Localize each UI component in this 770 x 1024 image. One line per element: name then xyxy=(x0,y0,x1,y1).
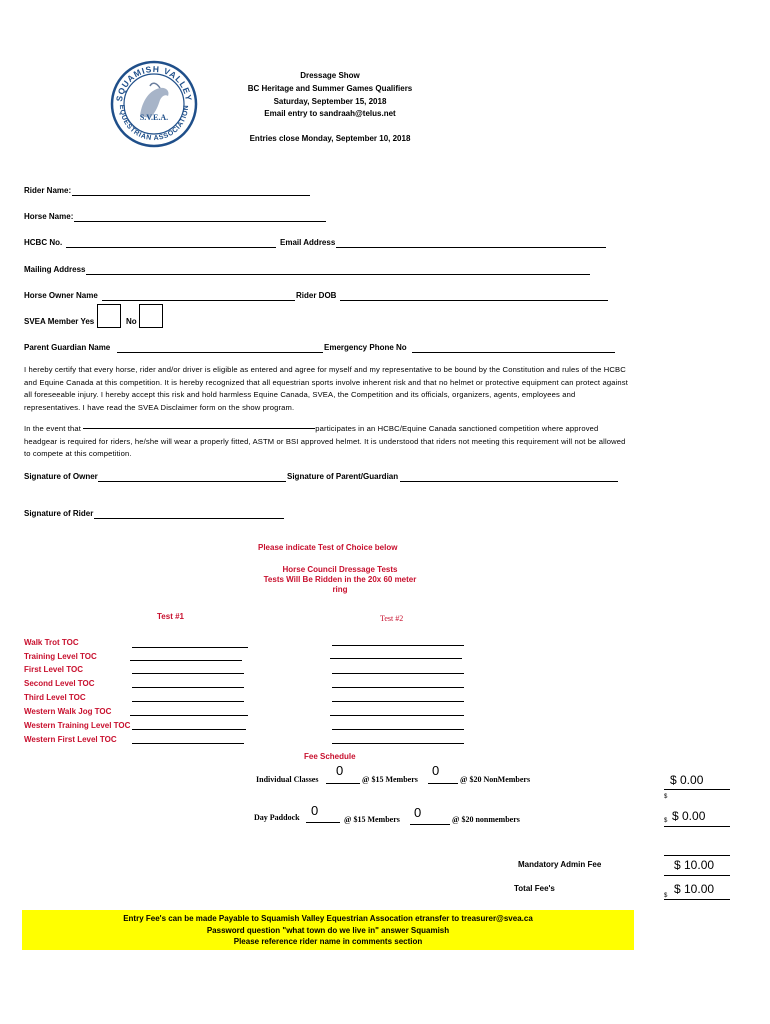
svea-member-yes-label: SVEA Member Yes xyxy=(24,317,95,326)
council-dressage-heading xyxy=(250,565,430,595)
test-1-field[interactable] xyxy=(130,715,248,716)
day-paddock-total: $ 0.00 xyxy=(672,809,706,823)
test-2-field[interactable] xyxy=(330,658,462,659)
day-paddock-members-qty[interactable]: 0 xyxy=(311,803,319,818)
test-1-heading: Test #1 xyxy=(157,612,184,621)
svea-member-yes-checkbox[interactable] xyxy=(97,304,121,328)
total-fees-label: Total Fee's xyxy=(514,884,555,893)
email-address-label: Email Address xyxy=(280,238,336,247)
document-header xyxy=(240,70,420,146)
svg-text:SQUAMISH VALLEY: SQUAMISH VALLEY xyxy=(114,63,194,103)
emergency-phone-field[interactable] xyxy=(412,352,615,353)
test-1-field[interactable] xyxy=(130,660,242,661)
individual-nonmembers-rate: @ $20 NonMembers xyxy=(460,775,531,784)
horse-name-field[interactable] xyxy=(74,221,326,222)
test-item-label: Western First Level TOC xyxy=(24,735,117,744)
svg-text:EQUESTRIAN ASSOCIATION: EQUESTRIAN ASSOCIATION xyxy=(117,104,191,143)
entries-close-line: Entries close Monday, September 10, 2018 xyxy=(249,134,411,144)
payment-note-box xyxy=(22,910,634,950)
hcbc-no-field[interactable] xyxy=(66,247,276,248)
parent-signature-field[interactable] xyxy=(400,481,618,482)
helmet-paragraph xyxy=(24,423,628,461)
test-item-label: Western Training Level TOC xyxy=(24,721,131,730)
svea-member-no-label: No xyxy=(126,317,137,326)
parent-signature-label: Signature of Parent/Guardian xyxy=(287,472,399,481)
test-1-field[interactable] xyxy=(132,687,244,688)
parent-guardian-name-label: Parent Guardian Name xyxy=(24,343,111,352)
test-1-field[interactable] xyxy=(132,701,244,702)
test-2-field[interactable] xyxy=(332,645,464,646)
svea-logo xyxy=(110,60,198,148)
mandatory-admin-value: $ 10.00 xyxy=(674,858,715,872)
header-line: Email entry to sandraah@telus.net xyxy=(264,109,396,119)
day-paddock-nonmembers-line xyxy=(410,824,450,825)
mandatory-admin-label: Mandatory Admin Fee xyxy=(518,860,602,869)
test-2-field[interactable] xyxy=(332,673,464,674)
mandatory-admin-bottom-line xyxy=(664,875,730,876)
mailing-address-field[interactable] xyxy=(86,274,590,275)
svea-member-no-checkbox[interactable] xyxy=(139,304,163,328)
day-paddock-nonmembers-rate: @ $20 nonmembers xyxy=(452,815,520,824)
header-line: Saturday, September 15, 2018 xyxy=(273,96,387,106)
test-item-label: First Level TOC xyxy=(24,665,83,674)
test-2-field[interactable] xyxy=(330,715,464,716)
owner-signature-label: Signature of Owner xyxy=(24,472,98,481)
test-item-label: Third Level TOC xyxy=(24,693,86,702)
individual-nonmembers-line xyxy=(428,783,458,784)
test-2-heading: Test #2 xyxy=(380,614,404,623)
day-paddock-members-line xyxy=(306,822,340,823)
event-text-prefix: In the event that xyxy=(24,424,82,433)
day-paddock-label: Day Paddock xyxy=(254,813,300,822)
participant-name-field[interactable] xyxy=(83,428,315,429)
individual-members-qty[interactable]: 0 xyxy=(336,763,344,778)
test-2-field[interactable] xyxy=(332,701,464,702)
day-paddock-total-line xyxy=(664,826,730,827)
header-line: Dressage Show xyxy=(300,71,360,80)
day-paddock-members-rate: @ $15 Members xyxy=(344,815,400,824)
test-2-field[interactable] xyxy=(332,729,464,730)
test-item-label: Walk Trot TOC xyxy=(24,638,79,647)
rider-name-label: Rider Name: xyxy=(24,186,72,195)
payment-note-line: Entry Fee's can be made Payable to Squamish Valley Equestrian Assocation etransfer to treasurer@svea.ca xyxy=(123,914,533,923)
owner-signature-field[interactable] xyxy=(98,481,286,482)
individual-classes-label: Individual Classes xyxy=(256,775,319,784)
rider-name-field[interactable] xyxy=(72,195,310,196)
rider-dob-label: Rider DOB xyxy=(296,291,337,300)
dollar-mark: $ xyxy=(664,893,668,899)
test-item-label: Training Level TOC xyxy=(24,652,97,661)
test-1-field[interactable] xyxy=(132,647,248,648)
certification-paragraph: I hereby certify that every horse, rider and/or driver is eligible as entered and agree for myself and my representative to be bound by the Constitution and rules of the HCBC and Equine Canada at this competition. It is hereby recognized that all equestrian sports involve inherent risk and that no helmet or protective equipment can protect against all foreseeable injury. I hereby accept this risk and hold harmless Equine Canada, SVEA, the Competition and its officials, organizers, agents, employees and representatives. I have read the SVEA Disclaimer form on the show program. xyxy=(24,365,628,412)
test-item-label: Second Level TOC xyxy=(24,679,95,688)
test-2-field[interactable] xyxy=(332,743,464,744)
payment-note-line: Please reference rider name in comments section xyxy=(233,937,423,946)
hcbc-no-label: HCBC No. xyxy=(24,238,63,247)
payment-note-line: Password question "what town do we live in" answer Squamish xyxy=(206,925,450,935)
council-title: Horse Council Dressage Tests xyxy=(282,565,398,574)
day-paddock-nonmembers-qty[interactable]: 0 xyxy=(414,805,422,820)
please-indicate-heading: Please indicate Test of Choice below xyxy=(258,543,398,552)
event-text-suffix: participates in an HCBC/Equine Canada sanctioned competition where approved headgear is required for riders, he/she will wear a properly fitted, ASTM or BSI approved helmet. It is understood that riders not meeting this requirement will not be allowed to compete at this competition. xyxy=(24,424,626,458)
council-sub1: Tests Will Be Ridden in the 20x 60 meter xyxy=(263,575,417,584)
individual-total: $ 0.00 xyxy=(670,773,704,787)
rider-dob-field[interactable] xyxy=(340,300,608,301)
individual-members-line xyxy=(326,783,360,784)
individual-nonmembers-qty[interactable]: 0 xyxy=(432,763,440,778)
horse-name-label: Horse Name: xyxy=(24,212,74,221)
rider-signature-label: Signature of Rider xyxy=(24,509,94,518)
horse-owner-name-field[interactable] xyxy=(102,300,295,301)
test-item-label: Western Walk Jog TOC xyxy=(24,707,112,716)
svg-text:S.V.E.A.: S.V.E.A. xyxy=(139,113,169,122)
test-1-field[interactable] xyxy=(132,673,244,674)
test-2-field[interactable] xyxy=(332,687,464,688)
email-address-field[interactable] xyxy=(336,247,606,248)
individual-members-rate: @ $15 Members xyxy=(362,775,418,784)
total-fees-line xyxy=(664,899,730,900)
horse-owner-name-label: Horse Owner Name xyxy=(24,291,98,300)
emergency-phone-label: Emergency Phone No xyxy=(324,343,407,352)
council-sub2: ring xyxy=(332,585,348,594)
rider-signature-field[interactable] xyxy=(94,518,284,519)
test-1-field[interactable] xyxy=(132,743,244,744)
header-line: BC Heritage and Summer Games Qualifiers xyxy=(247,83,413,93)
dollar-mark: $ xyxy=(664,794,668,800)
mandatory-admin-top-line xyxy=(664,855,730,856)
total-fees-value: $ 10.00 xyxy=(674,882,715,896)
fee-schedule-heading: Fee Schedule xyxy=(304,752,356,761)
parent-guardian-name-field[interactable] xyxy=(117,352,323,353)
individual-total-line xyxy=(664,789,730,790)
dollar-mark: $ xyxy=(664,818,668,824)
test-1-field[interactable] xyxy=(132,729,246,730)
mailing-address-label: Mailing Address xyxy=(24,265,86,274)
